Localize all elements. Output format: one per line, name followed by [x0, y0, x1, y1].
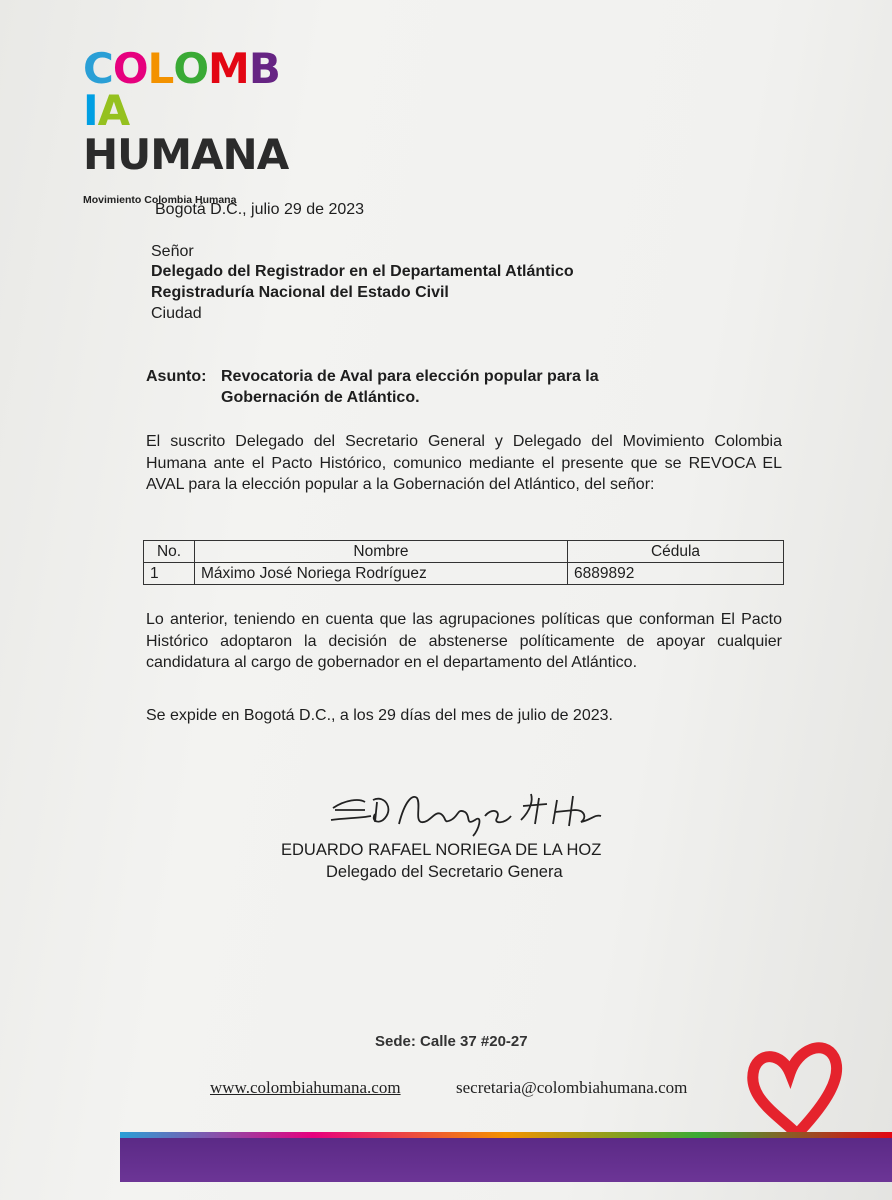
logo-letter: A	[97, 86, 130, 135]
signer-name: EDUARDO RAFAEL NORIEGA DE LA HOZ	[281, 841, 602, 859]
footer-purple-band	[120, 1138, 892, 1182]
logo-letter: M	[208, 44, 249, 93]
cell-nombre: Máximo José Noriega Rodríguez	[195, 563, 568, 585]
cell-no: 1	[144, 563, 195, 585]
logo-letter: O	[112, 44, 148, 93]
recipient-line-2: Registraduría Nacional del Estado Civil	[151, 284, 449, 301]
footer-address: Sede: Calle 37 #20-27	[375, 1033, 528, 1050]
logo-letter: C	[83, 44, 113, 93]
subject-line-2: Gobernación de Atlántico.	[221, 389, 420, 406]
body-paragraph: El suscrito Delegado del Secretario General y Delegado del Movimiento Colombia Humana ante el Pacto Histórico, comunico mediante el presente que se REVOCA EL AVAL para la elección popular a la Gobernación del Atlántico, del señor:	[146, 433, 782, 493]
logo-letter: L	[147, 44, 174, 93]
salutation: Señor	[151, 243, 194, 260]
header-nombre: Nombre	[195, 541, 568, 563]
subject-label: Asunto:	[146, 368, 207, 385]
website-link[interactable]: www.colombiahumana.com	[210, 1078, 401, 1097]
colombia-humana-logo	[83, 44, 289, 206]
logo-letter: O	[173, 44, 209, 93]
header-no: No.	[144, 541, 195, 563]
table-header-row	[144, 541, 784, 563]
logo-letter: I	[83, 86, 98, 135]
issued-statement: Se expide en Bogotá D.C., a los 29 días del mes de julio de 2023.	[146, 707, 613, 724]
logo-word-humana: HUMANA	[83, 130, 289, 179]
recipient-city: Ciudad	[151, 305, 202, 322]
reason-paragraph: Lo anterior, teniendo en cuenta que las agrupaciones políticas que conforman El Pacto Histórico adoptaron la decisión de abstenerse políticamente de apoyar cualquier candidatura al cargo de gobernador en el departamento del Atlántico.	[146, 611, 782, 671]
email-address[interactable]: secretaria@colombiahumana.com	[456, 1078, 688, 1097]
table-row	[144, 563, 784, 585]
subject-line-1: Revocatoria de Aval para elección popular para la	[221, 368, 599, 385]
logo-word-colombia	[83, 44, 283, 135]
candidate-table	[143, 540, 784, 585]
logo-subtitle: Movimiento Colombia Humana	[83, 194, 237, 206]
letter-date: Bogotá D.C., julio 29 de 2023	[155, 201, 365, 218]
heart-icon	[738, 1035, 848, 1145]
recipient-line-1: Delegado del Registrador en el Departamental Atlántico	[151, 263, 574, 280]
handwritten-signature	[325, 780, 625, 840]
logo-letter: B	[248, 44, 280, 93]
cell-cedula: 6889892	[568, 563, 784, 585]
header-cedula: Cédula	[568, 541, 784, 563]
signer-title: Delegado del Secretario Genera	[326, 863, 563, 881]
